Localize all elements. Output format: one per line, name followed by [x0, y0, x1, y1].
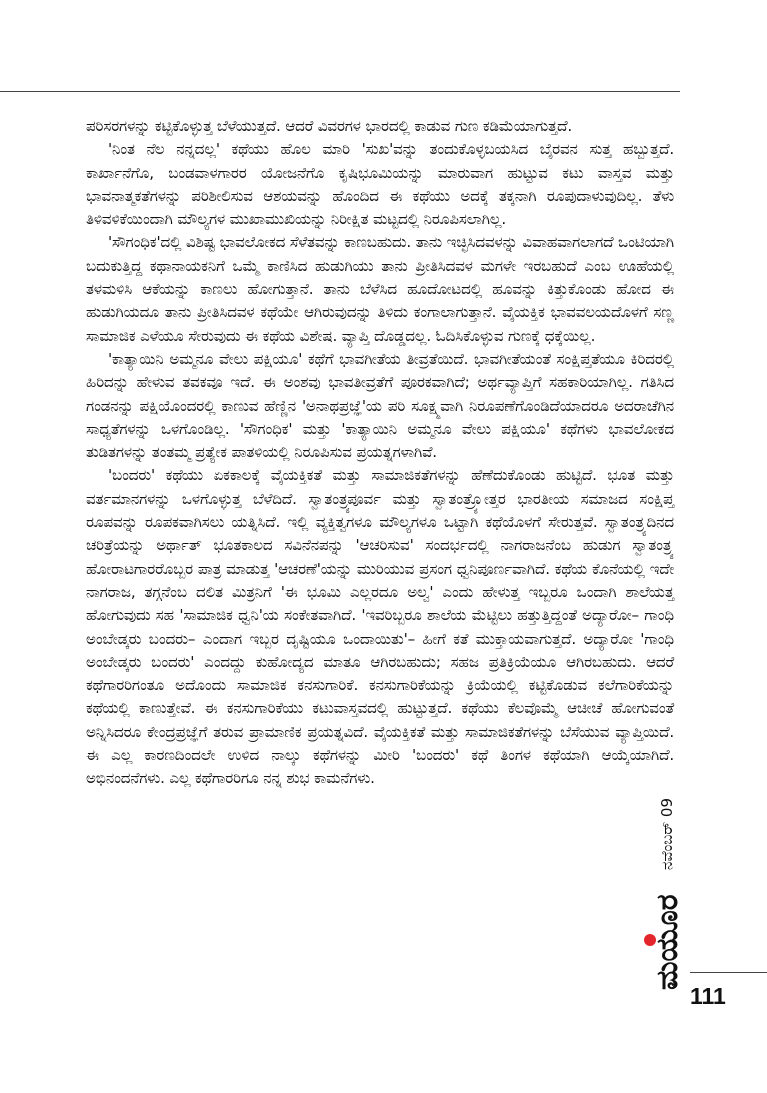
top-rule	[0, 91, 680, 92]
article-body	[86, 115, 674, 791]
paragraph: 'ಬಂದರು' ಕಥೆಯು ಏಕಕಾಲಕ್ಕೆ ವೈಯಕ್ತಿಕತೆ ಮತ್ತು ಸಾಮಾಜಿಕತೆಗಳನ್ನು ಹೆಣೆದುಕೊಂಡು ಹುಟ್ಟಿದೆ. ಭೂತ ಮತ್ತು ವರ್ತಮಾನಗಳನ್ನು ಒಳಗೊಳ್ಳುತ್ತ ಬೆಳೆದಿದೆ. ಸ್ವಾತಂತ್ರ್ಯಪೂರ್ವ ಮತ್ತು ಸ್ವಾತಂತ್ರ್ಯೋತ್ತರ ಭಾರತೀಯ ಸಮಾಜದ ಸಂಕ್ಷಿಪ್ತ ರೂಪವನ್ನು ರೂಪಕವಾಗಿಸಲು ಯತ್ನಿಸಿದೆ. ಇಲ್ಲಿ ವ್ಯಕ್ತಿತ್ವಗಳೂ ಮೌಲ್ಯಗಳೂ ಒಟ್ಟಾಗಿ ಕಥೆಯೊಳಗೆ ಸೇರುತ್ತವೆ. ಸ್ವಾತಂತ್ರ್ಯದಿನದ ಚರಿತ್ರೆಯನ್ನು ಅರ್ಥಾತ್ ಭೂತಕಾಲದ ಸವಿನೆನಪನ್ನು 'ಆಚರಿಸುವ' ಸಂದರ್ಭದಲ್ಲಿ ನಾಗರಾಜನೆಂಬ ಹುಡುಗ ಸ್ವಾತಂತ್ರ್ಯ ಹೋರಾಟಗಾರರೊಬ್ಬರ ಪಾತ್ರ ಮಾಡುತ್ತ 'ಆಚರಣೆ'ಯನ್ನು ಮುರಿಯುವ ಪ್ರಸಂಗ ಧ್ವನಿಪೂರ್ಣವಾಗಿದೆ. ಕಥೆಯ ಕೊನೆಯಲ್ಲಿ ಇದೇ ನಾಗರಾಜ, ತಗ್ಗನೆಂಬ ದಲಿತ ಮಿತ್ರನಿಗೆ 'ಈ ಭೂಮಿ ಎಲ್ಲರದೂ ಅಲ್ವ' ಎಂದು ಹೇಳುತ್ತ ಇಬ್ಬರೂ ಒಂದಾಗಿ ಶಾಲೆಯತ್ತ ಹೋಗುವುದು ಸಹ 'ಸಾಮಾಜಿಕ ಧ್ವನಿ'ಯ ಸಂಕೇತವಾಗಿದೆ. 'ಇವರಿಬ್ಬರೂ ಶಾಲೆಯ ಮೆಟ್ಟಿಲು ಹತ್ತುತ್ತಿದ್ದಂತೆ ಅದ್ಯಾರೋ– ಗಾಂಧಿ ಅಂಬೇಡ್ಕರು ಬಂದರು– ಎಂದಾಗ ಇಬ್ಬರ ದೃಷ್ಟಿಯೂ ಒಂದಾಯಿತು'– ಹೀಗೆ ಕತೆ ಮುಕ್ತಾಯವಾಗುತ್ತದೆ. ಅದ್ಯಾರೋ 'ಗಾಂಧಿ ಅಂಬೇಡ್ಕರು ಬಂದರು' ಎಂದದ್ದು ಕುಹೋದ್ಯದ ಮಾತೂ ಆಗಿರಬಹುದು; ಸಹಜ ಪ್ರತಿಕ್ರಿಯೆಯೂ ಆಗಿರಬಹುದು. ಆದರೆ ಕಥೆಗಾರರಿಗಂತೂ ಅದೊಂದು ಸಾಮಾಜಿಕ ಕನಸುಗಾರಿಕೆ. ಕನಸುಗಾರಿಕೆಯನ್ನು ಕ್ರಿಯೆಯಲ್ಲಿ ಕಟ್ಟಿಕೊಡುವ ಕಲೆಗಾರಿಕೆಯನ್ನು ಕಥೆಯಲ್ಲಿ ಕಾಣುತ್ತೇವೆ. ಈ ಕನಸುಗಾರಿಕೆಯು ಕಟುವಾಸ್ತವದಲ್ಲಿ ಹುಟ್ಟುತ್ತದೆ. ಕಥೆಯು ಕೆಲವೊಮ್ಮೆ ಆಚೀಚೆ ಹೋಗುವಂತೆ ಅನ್ನಿಸಿದರೂ ಕೇಂದ್ರಪ್ರಜ್ಞೆಗೆ ತರುವ ಪ್ರಾಮಾಣಿಕ ಪ್ರಯತ್ನವಿದೆ. ವೈಯಕ್ತಿಕತೆ ಮತ್ತು ಸಾಮಾಜಿಕತೆಗಳನ್ನು ಬೆಸೆಯುವ ವ್ಯಾಪ್ತಿಯಿದೆ. ಈ ಎಲ್ಲ ಕಾರಣದಿಂದಲೇ ಉಳಿದ ನಾಲ್ಕು ಕಥೆಗಳನ್ನು ಮೀರಿ 'ಬಂದರು' ಕಥೆ ತಿಂಗಳ ಕಥೆಯಾಗಿ ಆಯ್ಕೆಯಾಗಿದೆ. ಅಭಿನಂದನೆಗಳು. ಎಲ್ಲ ಕಥೆಗಾರರಿಗೂ ನನ್ನ ಶುಭ ಕಾಮನೆಗಳು.	[86, 466, 674, 788]
issue-date: ನವೆಂಬರ್ 09	[658, 797, 676, 870]
page-number: 111	[690, 983, 726, 1009]
paragraph: 'ಕಾತ್ಯಾಯಿನಿ ಅಮ್ಮನೂ ವೇಲು ಪಕ್ಷಿಯೂ' ಕಥೆಗೆ ಭಾವಗೀತೆಯ ತೀವ್ರತೆಯಿದೆ. ಭಾವಗೀತೆಯಂತೆ ಸಂಕ್ಷಿಪ್ತತೆಯೂ ಕಿರಿದರಲ್ಲಿ ಹಿರಿದನ್ನು ಹೇಳುವ ತವಕವೂ ಇದೆ. ಈ ಅಂಶವು ಭಾವತೀವ್ರತೆಗೆ ಪೂರಕವಾಗಿದೆ; ಅರ್ಥವ್ಯಾಪ್ತಿಗೆ ಸಹಕಾರಿಯಾಗಿಲ್ಲ. ಗತಿಸಿದ ಗಂಡನನ್ನು ಪಕ್ಷಿಯೊಂದರಲ್ಲಿ ಕಾಣುವ ಹೆಣ್ಣಿನ 'ಅನಾಥಪ್ರಜ್ಞೆ'ಯ ಪರಿ ಸೂಕ್ಷ್ಮವಾಗಿ ನಿರೂಪಣೆಗೊಂಡಿದೆಯಾದರೂ ಅದರಾಚೆಗಿನ ಸಾಧ್ಯತೆಗಳನ್ನು ಒಳಗೊಂಡಿಲ್ಲ. 'ಸೌಗಂಧಿಕ' ಮತ್ತು 'ಕಾತ್ಯಾಯಿನಿ ಅಮ್ಮನೂ ವೇಲು ಪಕ್ಷಿಯೂ' ಕಥೆಗಳು ಭಾವಲೋಕದ ತುಡಿತಗಳನ್ನು ತಂತಮ್ಮ ಪ್ರತ್ಯೇಕ ಪಾತಳಿಯಲ್ಲಿ ನಿರೂಪಿಸುವ ಪ್ರಯತ್ನಗಳಾಗಿವೆ.	[86, 349, 674, 462]
paragraph: 'ಸೌಗಂಧಿಕ'ದಲ್ಲಿ ವಿಶಿಷ್ಟ ಭಾವಲೋಕದ ಸೆಳೆತವನ್ನು ಕಾಣಬಹುದು. ತಾನು ಇಚ್ಛಿಸಿದವಳನ್ನು ವಿವಾಹವಾಗಲಾಗದೆ ಒಂಟಿಯಾಗಿ ಬದುಕುತ್ತಿದ್ದ ಕಥಾನಾಯಕನಿಗೆ ಒಮ್ಮೆ ಕಾಣಿಸಿದ ಹುಡುಗಿಯು ತಾನು ಪ್ರೀತಿಸಿದವಳ ಮಗಳೇ ಇರಬಹುದೆ ಎಂಬ ಊಹೆಯಲ್ಲಿ ತಳಮಳಿಸಿ ಆಕೆಯನ್ನು ಕಾಣಲು ಹೋಗುತ್ತಾನೆ. ತಾನು ಬೆಳೆಸಿದ ಹೂದೋಟದಲ್ಲಿ ಹೂವನ್ನು ಕಿತ್ತುಕೊಂಡು ಹೋದ ಈ ಹುಡುಗಿಯದೂ ತಾನು ಪ್ರೀತಿಸಿದವಳ ಕಥೆಯೇ ಆಗಿರುವುದನ್ನು ತಿಳಿದು ಕಂಗಾಲಾಗುತ್ತಾನೆ. ವೈಯಕ್ತಿಕ ಭಾವವಲಯದೊಳಗೆ ಸಣ್ಣ ಸಾಮಾಜಿಕ ಎಳೆಯೂ ಸೇರುವುದು ಈ ಕಥೆಯ ವಿಶೇಷ. ವ್ಯಾಪ್ತಿ ದೊಡ್ಡದಲ್ಲ. ಓದಿಸಿಕೊಳ್ಳುವ ಗುಣಕ್ಕೆ ಧಕ್ಕೆಯಿಲ್ಲ.	[86, 233, 674, 345]
paragraph: ಪರಿಸರಗಳನ್ನು ಕಟ್ಟಿಕೊಳ್ಳುತ್ತ ಬೆಳೆಯುತ್ತದೆ. ಆದರೆ ವಿವರಗಳ ಭಾರದಲ್ಲಿ ಕಾಡುವ ಗುಣ ಕಡಿಮೆಯಾಗುತ್ತದೆ.	[86, 117, 573, 135]
footer-rule	[690, 972, 767, 973]
paragraph: 'ನಿಂತ ನೆಲ ನನ್ನದಲ್ಲ' ಕಥೆಯು ಹೊಲ ಮಾರಿ 'ಸುಖ'ವನ್ನು ತಂದುಕೊಳ್ಳಬಯಸಿದ ಬೈರವನ ಸುತ್ತ ಹಬ್ಬುತ್ತದೆ. ಕಾರ್ಖಾನೆಗೊ, ಬಂಡವಾಳಗಾರರ ಯೋಜನೆಗೊ ಕೃಷಿಭೂಮಿಯನ್ನು ಮಾರುವಾಗ ಹುಟ್ಟುವ ಕಟು ವಾಸ್ತವ ಮತ್ತು ಭಾವನಾತ್ಮಕತೆಗಳನ್ನು ಪರಿಶೀಲಿಸುವ ಆಶಯವನ್ನು ಹೊಂದಿದ ಈ ಕಥೆಯು ಅದಕ್ಕೆ ತಕ್ಕನಾಗಿ ರೂಪುದಾಳುವುದಿಲ್ಲ. ತೆಳು ತಿಳಿವಳಿಕೆಯಿಂದಾಗಿ ಮೌಲ್ಯಗಳ ಮುಖಾಮುಖಿಯನ್ನು ನಿರೀಕ್ಷಿತ ಮಟ್ಟದಲ್ಲಿ ನಿರೂಪಿಸಲಾಗಿಲ್ಲ.	[86, 140, 674, 229]
magazine-name: ಮಯೂರ	[650, 894, 685, 990]
